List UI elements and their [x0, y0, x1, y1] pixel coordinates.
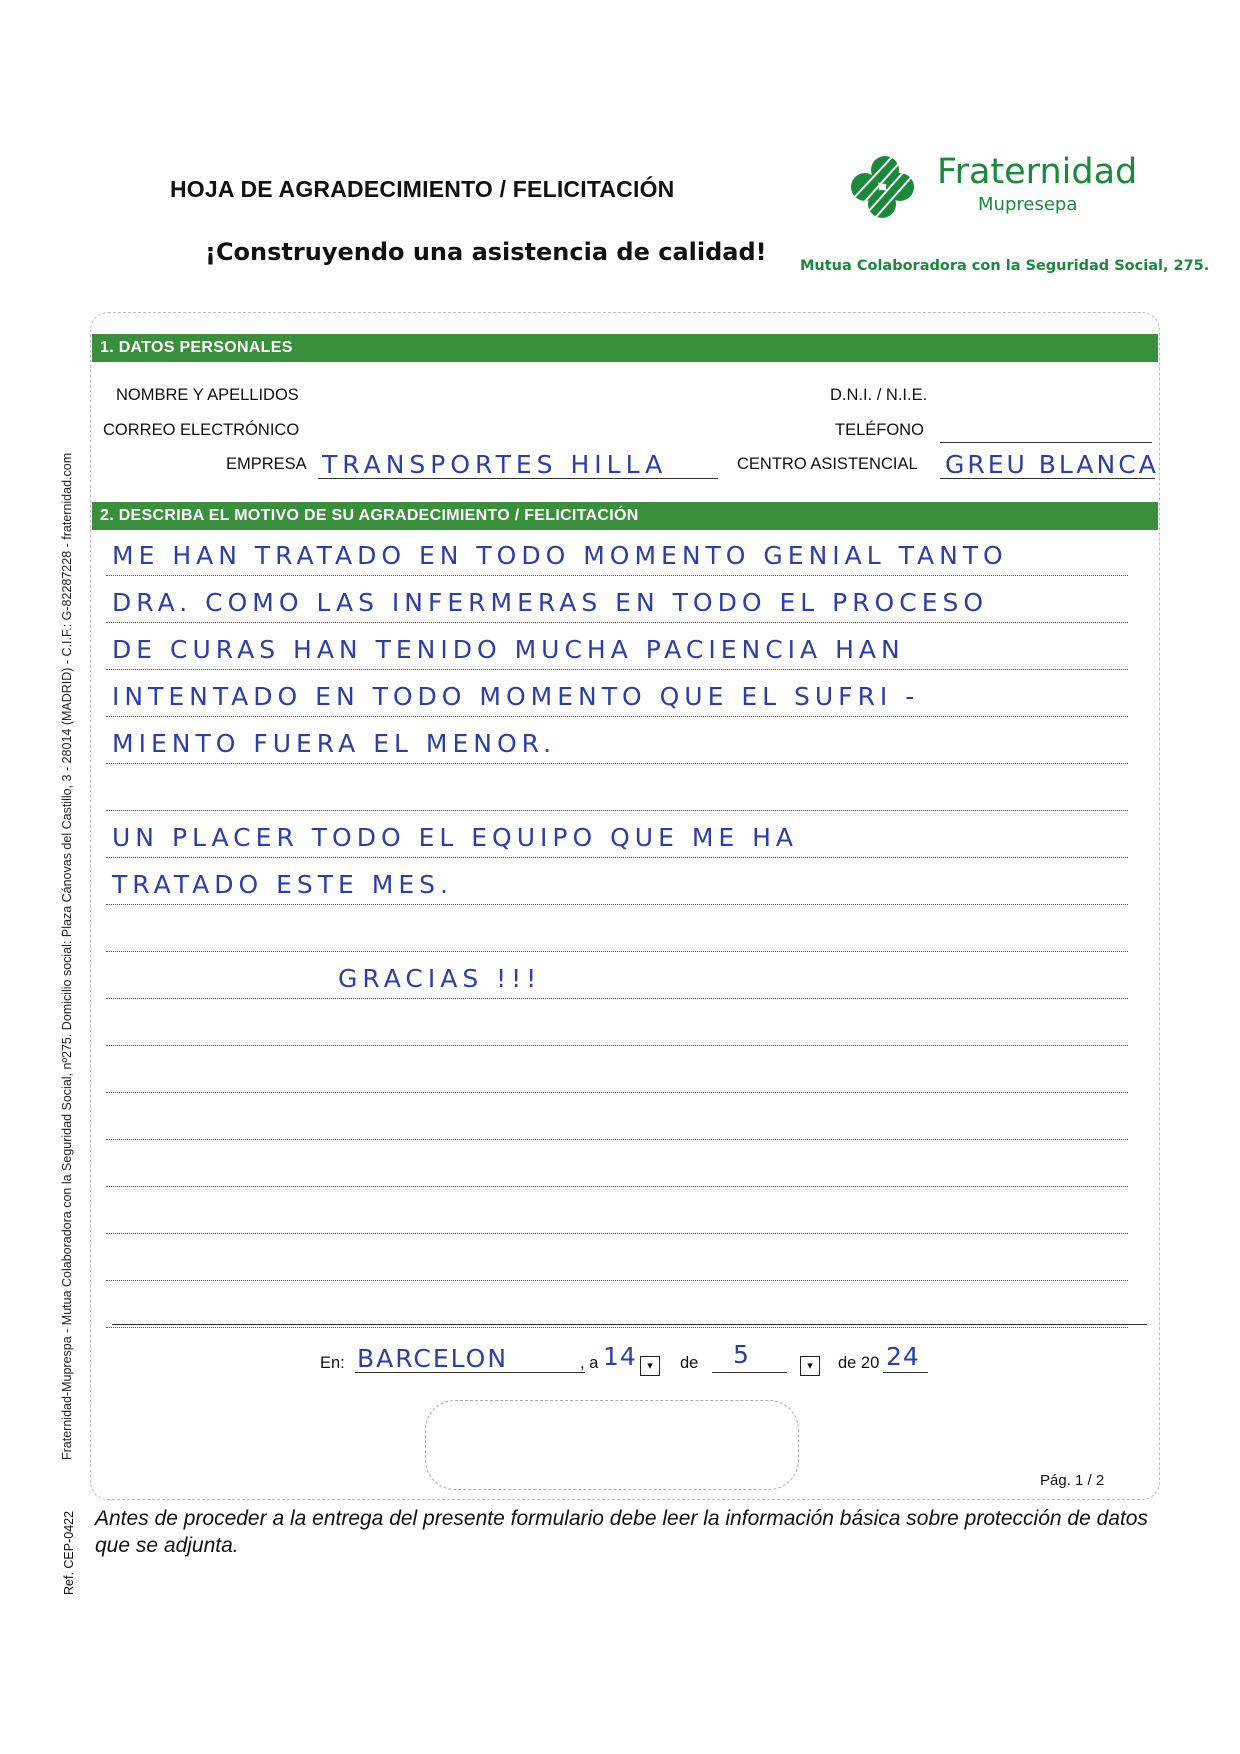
year-value: 24 [886, 1342, 920, 1371]
data-protection-notice: Antes de proceder a la entrega del presente formulario debe leer la información básica sobre protección de datos que se adjunta. [95, 1507, 1148, 1557]
ruled-line [106, 1139, 1128, 1140]
motivo-line: MIENTO FUERA EL MENOR. [112, 729, 557, 758]
ruled-line [106, 669, 1128, 670]
ruled-line [106, 1092, 1128, 1093]
motivo-line: GRACIAS !!! [338, 964, 542, 993]
correo-label: CORREO ELECTRÓNICO [103, 421, 300, 439]
form-frame [90, 312, 1160, 1500]
month-field[interactable] [712, 1372, 787, 1373]
city-value: BARCELON [357, 1344, 509, 1373]
year-field[interactable] [883, 1372, 928, 1373]
ruled-line [106, 763, 1128, 764]
empresa-value: TRANSPORTES HILLA [322, 450, 668, 479]
ruled-line [106, 1045, 1128, 1046]
en-label: En: [320, 1354, 345, 1372]
closing-rule [112, 1324, 1147, 1325]
side-legal-text: Fraternidad-Muprespa - Mutua Colaboradora con la Seguridad Social, nº275. Domicilio social: Plaza Cánovas del Castillo, 3 - 28014 (MADRID) - C.I.F.: G-82287228 - fraternidad.com [60, 452, 74, 1460]
form-title: HOJA DE AGRADECIMIENTO / FELICITACIÓN [170, 176, 675, 202]
day-value: 14 [603, 1342, 637, 1371]
month-dropdown-icon[interactable]: ▾ [800, 1356, 820, 1376]
de-label: de [680, 1354, 699, 1372]
empresa-label: EMPRESA [226, 455, 307, 473]
motivo-line: DRA. COMO LAS INFERMERAS EN TODO EL PROCESO [112, 588, 989, 617]
ruled-line [106, 857, 1128, 858]
mutua-tagline: Mutua Colaboradora con la Seguridad Social, 275. [800, 258, 1210, 274]
ruled-line [106, 904, 1128, 905]
section2-header: 2. DESCRIBA EL MOTIVO DE SU AGRADECIMIENTO / FELICITACIÓN [92, 502, 1158, 530]
centro-value: GREU BLANCA [945, 450, 1159, 479]
motivo-line: DE CURAS HAN TENIDO MUCHA PACIENCIA HAN [112, 635, 905, 664]
form-subtitle: ¡Construyendo una asistencia de calidad! [205, 238, 767, 266]
page-number: Pág. 1 / 2 [1040, 1472, 1105, 1489]
motivo-line: UN PLACER TODO EL EQUIPO QUE ME HA [112, 823, 799, 852]
ruled-line [106, 622, 1128, 623]
telefono-label: TELÉFONO [835, 421, 924, 439]
section1-header: 1. DATOS PERSONALES [92, 334, 1158, 362]
ruled-line [106, 1233, 1128, 1234]
ruled-line [106, 575, 1128, 576]
day-dropdown-icon[interactable]: ▾ [640, 1356, 660, 1376]
telefono-field[interactable] [940, 442, 1152, 443]
ruled-line [106, 810, 1128, 811]
year-label: de 20 [838, 1354, 880, 1372]
motivo-line: TRATADO ESTE MES. [112, 870, 453, 899]
ruled-line [106, 1327, 1128, 1328]
ruled-line [106, 951, 1128, 952]
fraternidad-logo-icon [830, 152, 930, 222]
motivo-line: INTENTADO EN TODO MOMENTO QUE EL SUFRI - [112, 682, 920, 711]
brand-name: Fraternidad [937, 152, 1138, 192]
ruled-line [106, 1186, 1128, 1187]
form-ref: Ref. CEP-0422 [62, 1510, 76, 1595]
city-field[interactable] [355, 1372, 585, 1373]
a-label: , a [580, 1354, 599, 1372]
ruled-line [106, 1280, 1128, 1281]
dni-label: D.N.I. / N.I.E. [830, 386, 928, 404]
brand-sub: Mupresepa [978, 194, 1078, 215]
motivo-line: ME HAN TRATADO EN TODO MOMENTO GENIAL TANTO [112, 541, 1008, 570]
ruled-line [106, 716, 1128, 717]
month-value: 5 [733, 1340, 754, 1369]
signature-box[interactable] [425, 1400, 799, 1490]
nombre-label: NOMBRE Y APELLIDOS [116, 386, 299, 404]
ruled-line [106, 998, 1128, 999]
centro-label: CENTRO ASISTENCIAL [737, 455, 918, 473]
